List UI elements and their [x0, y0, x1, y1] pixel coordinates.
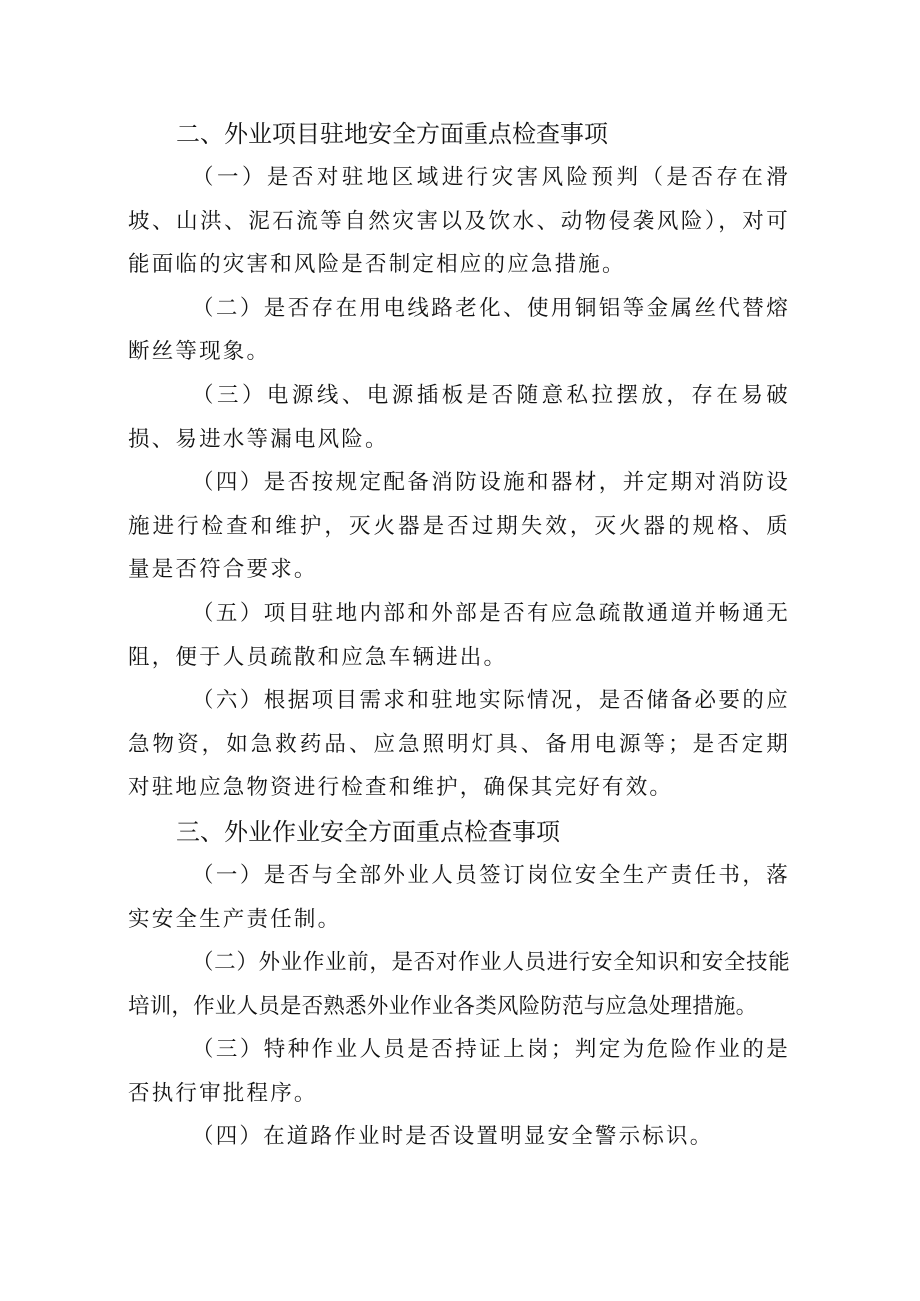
- paragraph-3-1: （一）是否与全部外业人员签订岗位安全生产责任书，落实安全生产责任制。: [128, 862, 790, 932]
- paragraph-2-2: （二）是否存在用电线路老化、使用铜铝等金属丝代替熔断丝等现象。: [128, 295, 790, 365]
- document-page: [128, 112, 790, 1159]
- paragraph-2-1: （一）是否对驻地区域进行灾害风险预判（是否存在滑坡、山洪、泥石流等自然灾害以及饮水、动物侵袭风险），对可能面临的灾害和风险是否制定相应的应急措施。: [128, 165, 790, 278]
- paragraph-2-4: （四）是否按规定配备消防设施和器材，并定期对消防设施进行检查和维护，灭火器是否过期失效，灭火器的规格、质量是否符合要求。: [128, 470, 790, 583]
- section-heading-2: 二、外业项目驻地安全方面重点检查事项: [176, 120, 608, 148]
- paragraph-2-3: （三）电源线、电源插板是否随意私拉摆放，存在易破损、易进水等漏电风险。: [128, 382, 790, 452]
- paragraph-2-5: （五）项目驻地内部和外部是否有应急疏散通道并畅通无阻，便于人员疏散和应急车辆进出。: [128, 600, 790, 670]
- paragraph-2-6: （六）根据项目需求和驻地实际情况，是否储备必要的应急物资，如急救药品、应急照明灯具、备用电源等；是否定期对驻地应急物资进行检查和维护，确保其完好有效。: [128, 688, 790, 801]
- paragraph-3-4: （四）在道路作业时是否设置明显安全警示标识。: [192, 1124, 714, 1150]
- paragraph-3-3: （三）特种作业人员是否持证上岗；判定为危险作业的是否执行审批程序。: [128, 1037, 790, 1106]
- section-heading-3: 三、外业作业安全方面重点检查事项: [176, 817, 560, 846]
- paragraph-3-2: （二）外业作业前，是否对作业人员进行安全知识和安全技能培训，作业人员是否熟悉外业作业各类风险防范与应急处理措施。: [128, 950, 790, 1019]
